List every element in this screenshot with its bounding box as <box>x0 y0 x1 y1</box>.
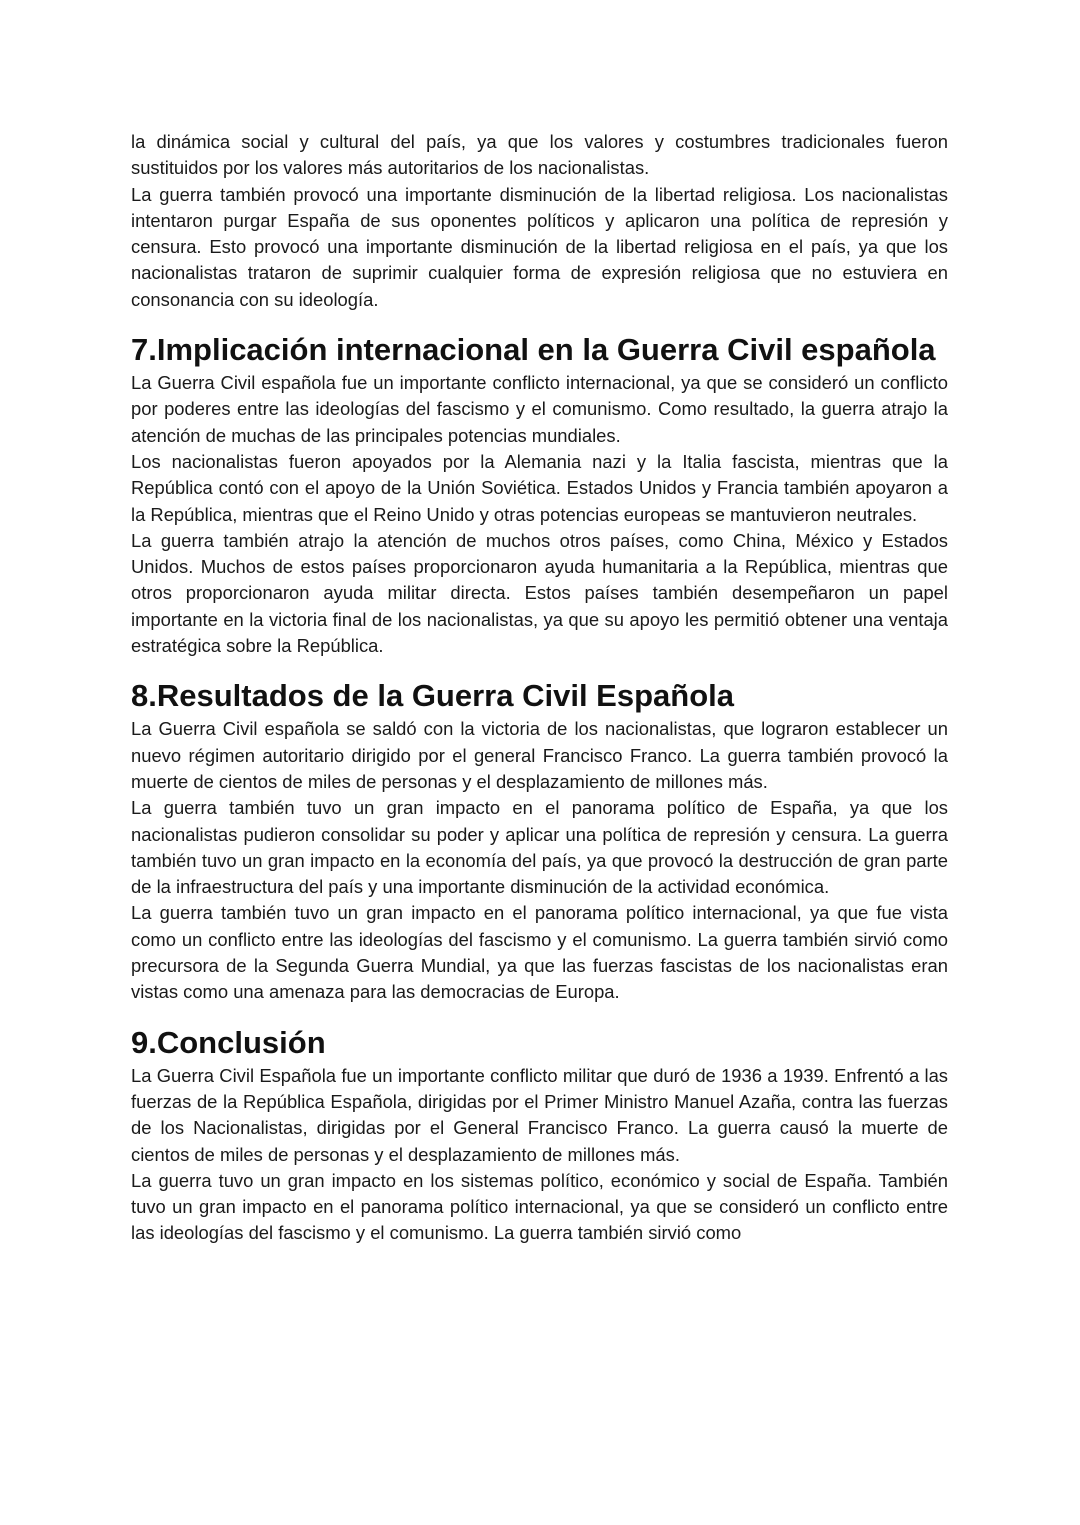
section-international-involvement <box>131 330 948 659</box>
section-heading: 8.Resultados de la Guerra Civil Española <box>131 678 734 714</box>
section-paragraph: La Guerra Civil española fue un importante conflicto internacional, ya que se consideró un conflicto por poderes entre las ideologías del fascismo y el comunismo. Como resultado, la guerra atrajo la atención de muchas de las principales potencias mundiales. <box>131 372 948 446</box>
section-results <box>131 676 948 1005</box>
section-paragraph: La Guerra Civil española se saldó con la victoria de los nacionalistas, que lograron establecer un nuevo régimen autoritario dirigido por el general Francisco Franco. La guerra también provocó la muerte de cientos de miles de personas y el desplazamiento de millones más. <box>131 718 948 792</box>
section-spacer <box>131 659 948 676</box>
section-paragraph: La Guerra Civil Española fue un importante conflicto militar que duró de 1936 a 1939. Enfrentó a las fuerzas de la República Española, dirigidas por el Primer Ministro Manuel Azaña, contra las fuerzas de los Nacionalistas, dirigidas por el General Francisco Franco. La guerra causó la muerte de cientos de miles de personas y el desplazamiento de millones más. <box>131 1064 948 1165</box>
section-spacer <box>131 1006 948 1023</box>
intro-paragraph: La guerra también provocó una importante disminución de la libertad religiosa. Los nacionalistas intentaron purgar España de sus oponentes políticos y aplicaron una política de represión y censura. Esto provocó una importante disminución de la libertad religiosa en el país, ya que los nacionalistas trataron de suprimir cualquier forma de expresión religiosa que no estuviera en consonancia con su ideología. <box>131 183 948 310</box>
section-conclusion <box>131 1023 948 1247</box>
section-spacer <box>131 313 948 330</box>
section-paragraph: Los nacionalistas fueron apoyados por la Alemania nazi y la Italia fascista, mientras que la República contó con el apoyo de la Unión Soviética. Estados Unidos y Francia también apoyaron a la República, mientras que el Reino Unido y otras potencias europeas se mantuvieron neutrales. <box>131 450 948 525</box>
section-paragraph: La guerra también atrajo la atención de muchos otros países, como China, México y Estados Unidos. Muchos de estos países proporcionaron ayuda humanitaria a la República, mientras que otros proporcionaron ayuda militar directa. Estos países también desempeñaron un papel importante en la victoria final de los nacionalistas, ya que su apoyo les permitió obtener una ventaja estratégica sobre la República. <box>131 529 948 657</box>
section-heading: 9.Conclusión <box>131 1024 326 1060</box>
section-paragraph: La guerra tuvo un gran impacto en los sistemas político, económico y social de España. También tuvo un gran impacto en el panorama político internacional, ya que se consideró un conflicto entre las ideologías del fascismo y el comunismo. La guerra también sirvió como <box>131 1169 948 1244</box>
section-heading: 7.Implicación internacional en la Guerra Civil española <box>131 332 936 368</box>
document-body <box>131 129 948 1247</box>
section-paragraph: La guerra también tuvo un gran impacto en el panorama político internacional, ya que fue vista como un conflicto entre las ideologías del fascismo y el comunismo. La guerra también sirvió como precursora de la Segunda Guerra Mundial, ya que las fuerzas fascistas de los nacionalistas eran vistas como una amenaza para las democracias de Europa. <box>131 902 948 1003</box>
intro-paragraph: la dinámica social y cultural del país, ya que los valores y costumbres tradicionales fueron sustituidos por los valores más autoritarios de los nacionalistas. <box>131 131 948 179</box>
section-paragraph: La guerra también tuvo un gran impacto en el panorama político de España, ya que los nacionalistas pudieron consolidar su poder y aplicar una política de represión y censura. La guerra también tuvo un gran impacto en la economía del país, ya que provocó la destrucción de gran parte de la infraestructura del país y una importante disminución de la actividad económica. <box>131 797 948 898</box>
